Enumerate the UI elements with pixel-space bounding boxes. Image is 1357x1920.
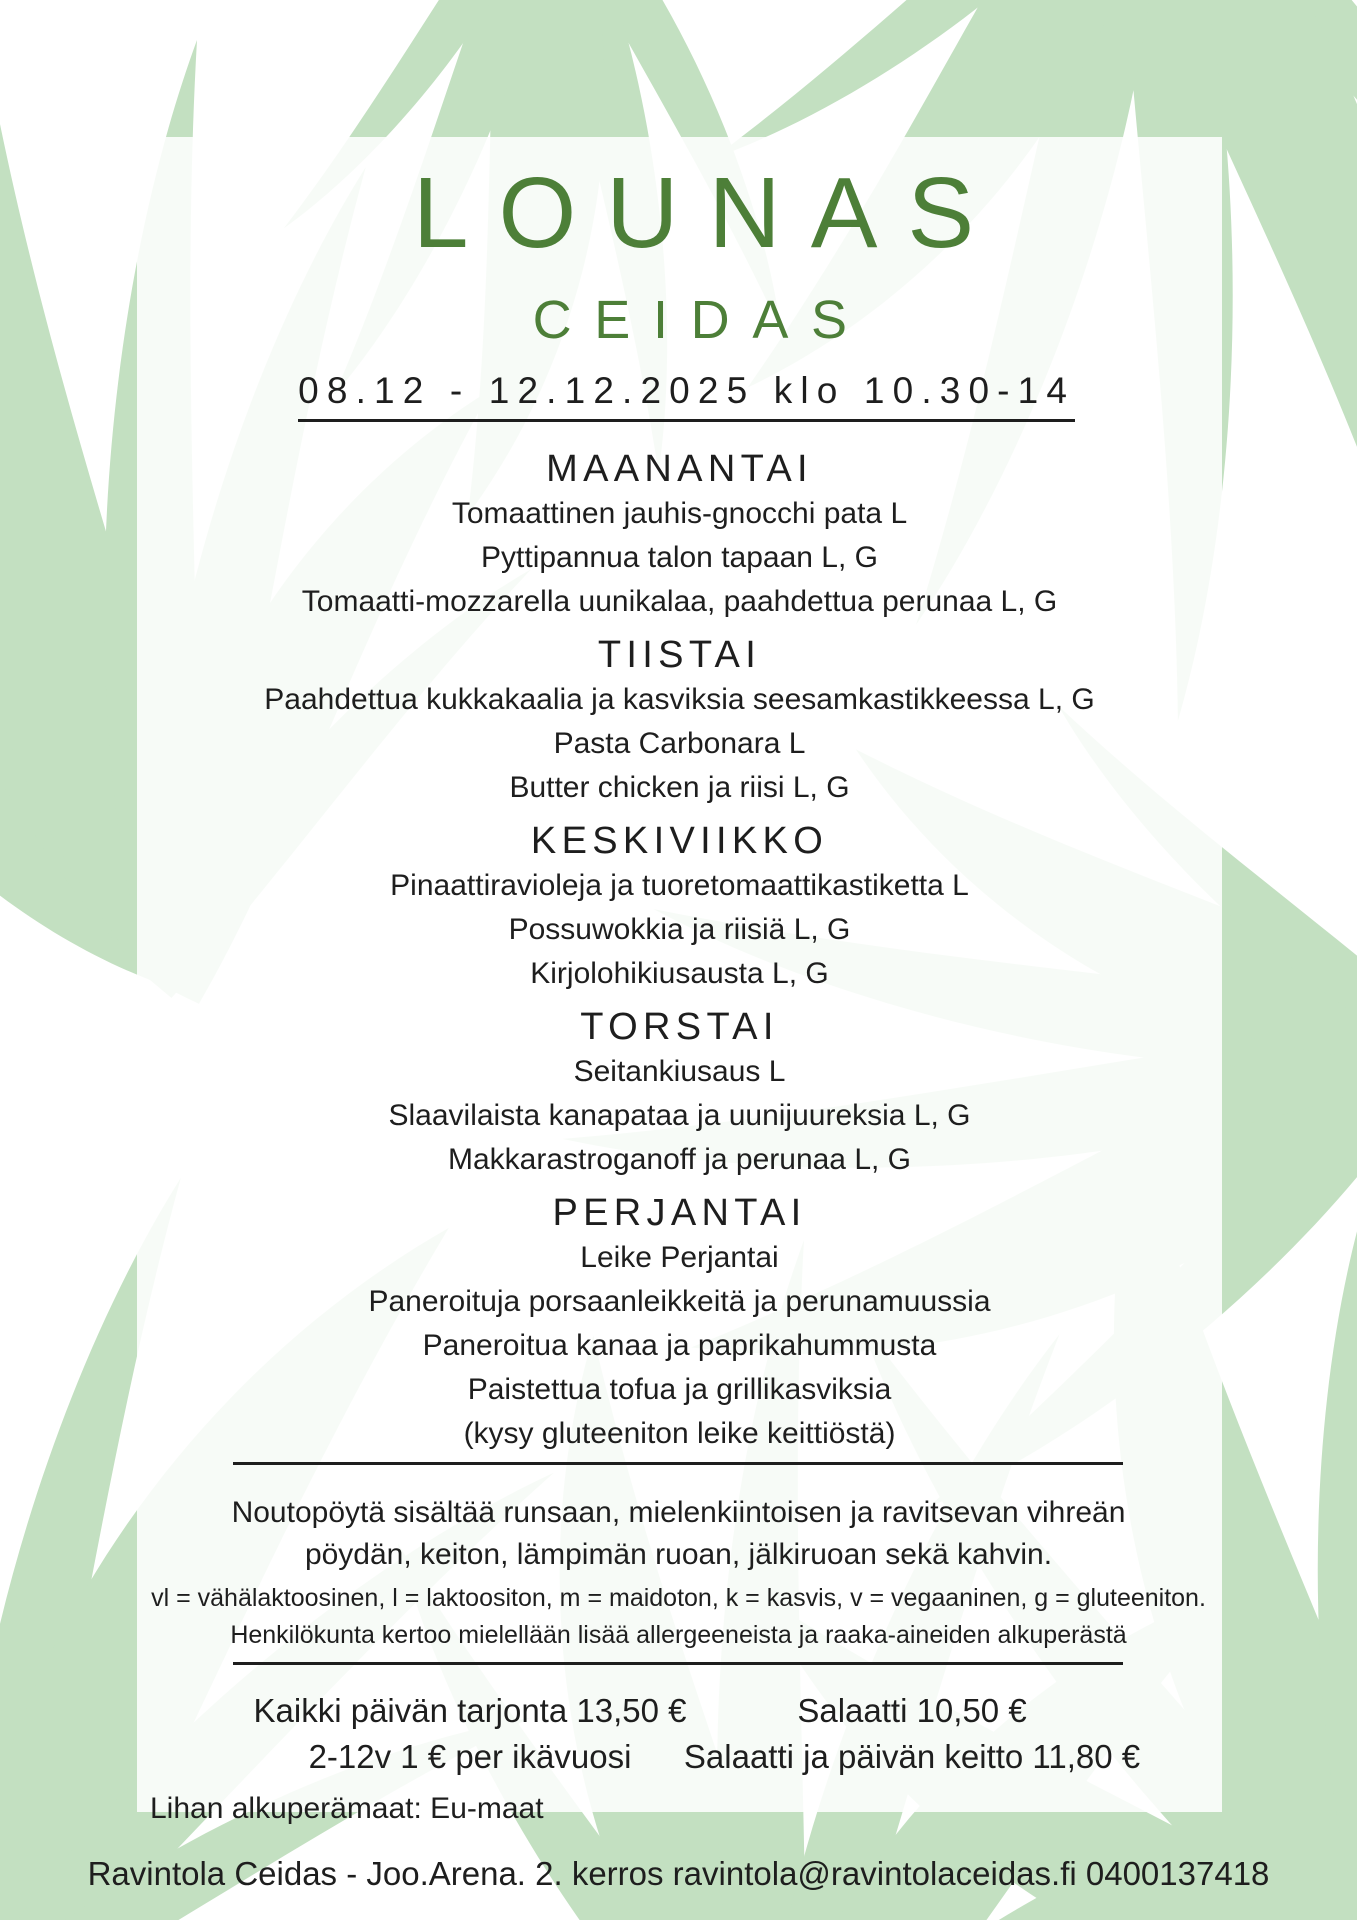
day-section-tiistai xyxy=(137,634,1222,810)
menu-item: (kysy gluteeniton leike keittiöstä) xyxy=(463,1417,896,1450)
day-section-maanantai xyxy=(137,448,1222,624)
menu-item: Paahdettua kukkakaalia ja kasviksia seesamkastikkeessa L, G xyxy=(264,683,1095,716)
menu-item: Possuwokkia ja riisiä L, G xyxy=(508,913,851,946)
day-heading: MAANANTAI xyxy=(546,448,813,490)
restaurant-name: CEIDAS xyxy=(532,290,870,350)
price-line: 2-12v 1 € per ikävuosi xyxy=(308,1738,632,1775)
pricing-right-column xyxy=(672,1688,1152,1780)
divider-top xyxy=(233,1462,1123,1465)
day-section-perjantai xyxy=(137,1192,1222,1456)
day-heading: TIISTAI xyxy=(597,634,762,676)
legend-line: vl = vähälaktoosinen, l = laktoositon, m = maidoton, k = kasvis, v = vegaaninen, g = gluteeniton. xyxy=(151,1584,1206,1612)
menu-item: Seitankiusaus L xyxy=(573,1055,786,1088)
buffet-line: pöydän, keiton, lämpimän ruoan, jälkiruoan sekä kahvin. xyxy=(304,1538,1053,1571)
menu-item: Butter chicken ja riisi L, G xyxy=(509,771,850,804)
day-heading: PERJANTAI xyxy=(552,1192,807,1234)
meat-origin-note: Lihan alkuperämaat: Eu-maat xyxy=(150,1792,544,1825)
menu-item: Pasta Carbonara L xyxy=(553,727,806,760)
menu-item: Slaavilaista kanapataa ja uunijuureksia L, G xyxy=(388,1099,971,1132)
day-section-keskiviikko xyxy=(137,820,1222,996)
divider-bottom xyxy=(233,1662,1123,1665)
menu-item: Paneroitua kanaa ja paprikahummusta xyxy=(422,1329,937,1362)
menu-item: Tomaattinen jauhis-gnocchi pata L xyxy=(451,497,908,530)
pricing-left-column xyxy=(230,1688,710,1780)
menu-item: Paistettua tofua ja grillikasviksia xyxy=(467,1373,892,1406)
price-line: Kaikki päivän tarjonta 13,50 € xyxy=(253,1692,687,1729)
weekly-menu xyxy=(137,448,1222,1466)
price-line: Salaatti ja päivän keitto 11,80 € xyxy=(683,1738,1141,1775)
date-range-text: 08.12 - 12.12.2025 klo 10.30-14 xyxy=(298,370,1075,422)
menu-item: Pinaattiravioleja ja tuoretomaattikastiketta L xyxy=(390,869,969,902)
menu-item: Leike Perjantai xyxy=(580,1241,779,1274)
day-heading: TORSTAI xyxy=(580,1006,779,1048)
date-range xyxy=(0,370,1357,422)
price-line: Salaatti 10,50 € xyxy=(797,1692,1027,1729)
menu-item: Makkarastroganoff ja perunaa L, G xyxy=(447,1143,912,1176)
menu-item: Pyttipannua talon tapaan L, G xyxy=(481,541,878,574)
day-heading: KESKIVIIKKO xyxy=(530,820,829,862)
day-section-torstai xyxy=(137,1006,1222,1182)
diet-legend xyxy=(0,1580,1357,1654)
menu-item: Tomaatti-mozzarella uunikalaa, paahdettua perunaa L, G xyxy=(301,585,1058,618)
menu-item: Kirjolohikiusausta L, G xyxy=(530,957,829,990)
legend-line: Henkilökunta kertoo mielellään lisää allergeeneista ja raaka-aineiden alkuperästä xyxy=(230,1621,1127,1649)
page-title: LOUNAS xyxy=(412,157,1005,269)
menu-item: Paneroituja porsaanleikkeitä ja perunamuussia xyxy=(368,1285,991,1318)
buffet-description xyxy=(0,1492,1357,1576)
buffet-line: Noutopöytä sisältää runsaan, mielenkiintoisen ja ravitsevan vihreän xyxy=(231,1496,1126,1529)
contact-line: Ravintola Ceidas - Joo.Arena. 2. kerros ravintola@ravintolaceidas.fi 0400137418 xyxy=(87,1855,1270,1892)
